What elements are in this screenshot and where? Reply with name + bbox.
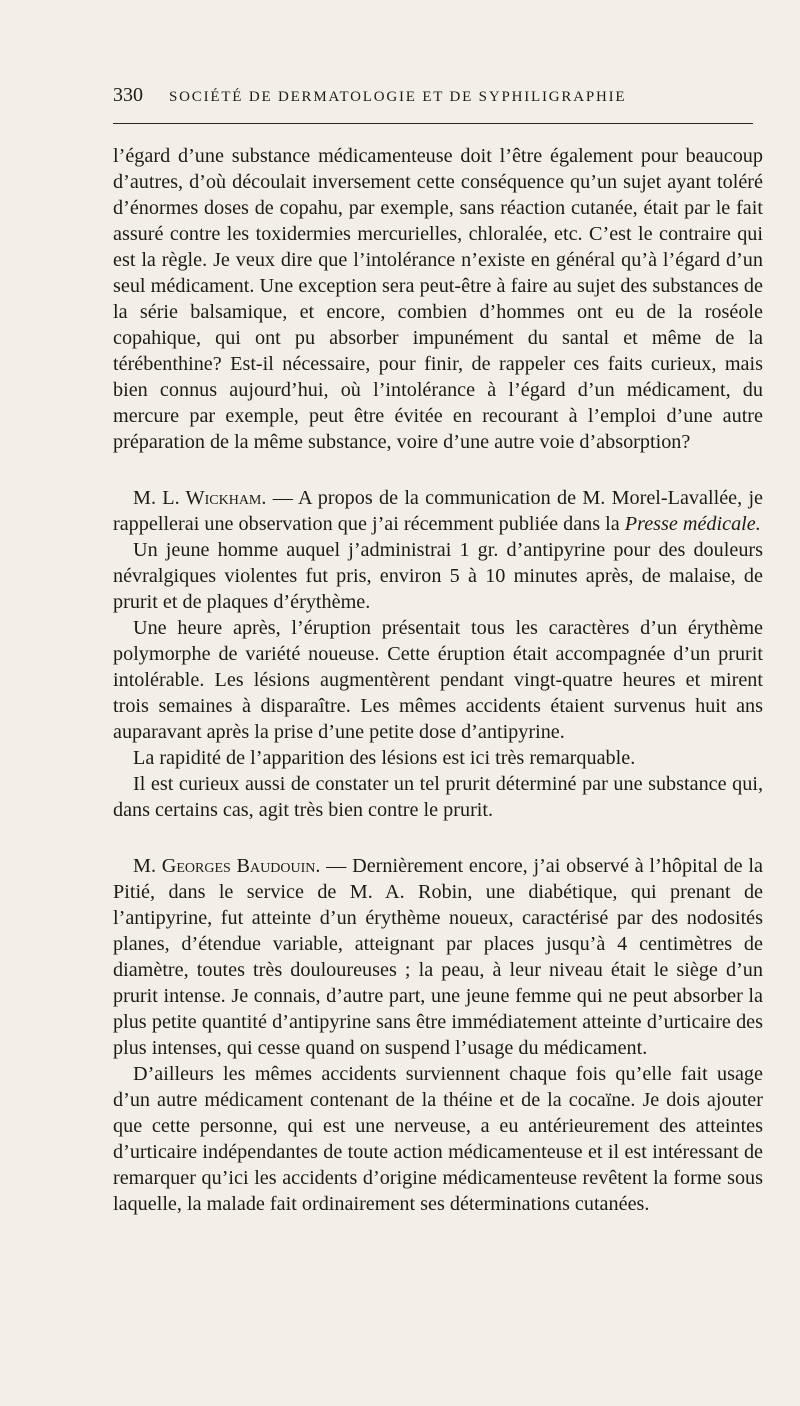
paragraph-wickham [113, 485, 763, 537]
paragraph: Un jeune homme auquel j’administrai 1 gr. d’antipyrine pour des douleurs névralgiques violentes fut pris, environ 5 à 10 minutes après, de malaise, de prurit et de plaques d’érythème. [113, 539, 763, 613]
speaker-wickham: M. L. Wickham. [133, 487, 267, 509]
paragraph: Une heure après, l’éruption présentait tous les caractères d’un érythème polymorphe de variété noueuse. Cette éruption était accompagnée d’un prurit intolérable. Les lésions augmentèrent pendant vingt-quatre heures et mirent trois semaines à disparaître. Les mêmes accidents étaient survenus huit ans auparavant après la prise d’une petite dose d’antipyrine. [113, 617, 763, 743]
paragraph: Il est curieux aussi de constater un tel prurit déterminé par une substance qui, dans certains cas, agit très bien contre le prurit. [113, 773, 763, 821]
wickham-intro: — A propos de la communication de M. Morel-Lavallée, je rappellerai une observation que j’ai récemment publiée dans la [113, 487, 764, 535]
paragraph: D’ailleurs les mêmes accidents surviennent chaque fois qu’elle fait usage d’un autre médicament contenant de la théine et de la cocaïne. Je dois ajouter que cette personne, qui est une nerveuse, a eu antérieurement des atteintes d’urticaire indépendantes de toute action médicamenteuse et il est intéressant de remarquer qu’ici les accidents d’origine médicamenteuse revêtent la forme sous laquelle, la malade fait ordinairement ses déterminations cutanées. [113, 1063, 763, 1215]
header-rule [113, 123, 753, 124]
body-text [113, 143, 763, 1217]
running-header [113, 84, 753, 107]
paragraph-baudouin [113, 853, 763, 1061]
page-number: 330 [113, 84, 143, 106]
paragraph-continuation: l’égard d’une substance médicamenteuse doit l’être également pour beaucoup d’autres, d’où découlait inversement cette conséquence qu’un sujet ayant toléré d’énormes doses de copahu, par exemple, sans réaction cutanée, était par le fait assuré contre les toxidermies mercurielles, chloralée, etc. C’est le contraire qui est la règle. Je veux dire que l’intolérance n’existe en général qu’à l’égard d’un seul médicament. Une exception sera peut-être à faire au sujet des substances de la série balsamique, et encore, combien d’hommes ont eu de la roséole copahique, qui ont pu absorber impunément du santal et même de la térébenthine? Est-il nécessaire, pour finir, de rappeler ces faits curieux, mais bien connus aujourd’hui, où l’intolérance à l’égard d’un médicament, du mercure par exemple, peut être évitée en recourant à l’emploi d’une autre préparation de la même substance, voire d’une autre voie d’absorption? [113, 145, 763, 453]
baudouin-text: — Dernièrement encore, j’ai observé à l’hôpital de la Pitié, dans le service de M. A. Robin, une diabétique, qui prenant de l’antipyrine, fut atteinte d’un érythème noueux, caractérisé par des nodosités planes, d’étendue variable, atteignant par places jusqu’à 4 centimètres de diamètre, toutes très douloureuses ; la peau, à leur niveau était le siège d’un prurit intense. Je connais, d’autre part, une jeune femme qui ne peut absorber la plus petite quantité d’antipyrine sans être immédiatement atteinte d’urticaire des plus intenses, qui cesse quand on suspend l’usage du médicament. [113, 855, 763, 1059]
journal-title: Presse médicale. [624, 513, 761, 535]
speaker-baudouin: M. Georges Baudouin. [133, 855, 321, 877]
paragraph: La rapidité de l’apparition des lésions est ici très remarquable. [133, 747, 636, 769]
running-title: SOCIÉTÉ DE DERMATOLOGIE ET DE SYPHILIGRAPHIE [169, 89, 627, 105]
